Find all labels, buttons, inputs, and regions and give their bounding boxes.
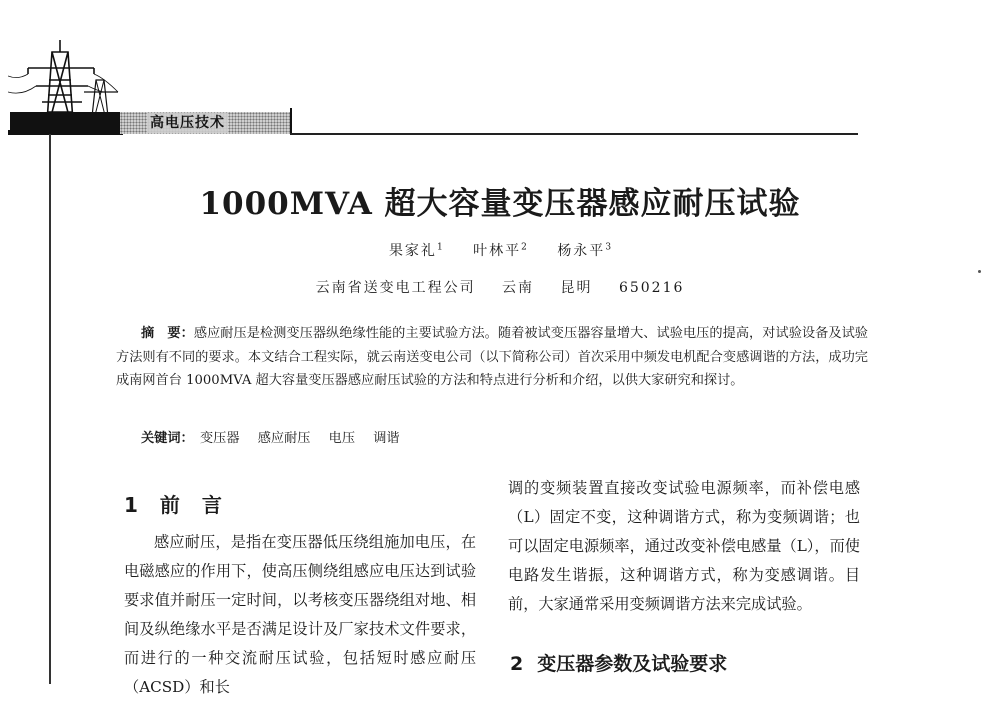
author: 果家礼$^1$ bbox=[388, 242, 443, 259]
keywords-label: 关键词： bbox=[141, 431, 194, 446]
right-column-paragraph: 调的变频装置直接改变试验电源频率，而补偿电感（L）固定不变，这种调谐方式，称为变频调谐；也可以固定电源频率，通过改变补偿电感量（L），而使电路发生谐振，这种调谐方式，称为变感调谐。目前，大家通常采用变频调谐方法来完成试验。 bbox=[508, 479, 860, 613]
author: 杨永平$^3$ bbox=[557, 242, 612, 259]
keyword: 调谐 bbox=[373, 431, 400, 446]
author-list bbox=[0, 240, 1000, 260]
section-1-paragraph: 感应耐压，是指在变压器低压绕组施加电压，在电磁感应的作用下，使高压侧绕组感应电压达到试验要求值并耐压一定时间，以考核变压器绕组对地、相间及纵绝缘水平是否满足设计及厂家技术文件要求，而进行的一种交流耐压试验，包括短时感应耐压（ACSD）和长 bbox=[124, 533, 476, 696]
scan-speck bbox=[978, 270, 981, 273]
affiliation-city: 昆明 bbox=[560, 280, 593, 296]
section-number: 2 bbox=[510, 653, 524, 675]
keywords bbox=[141, 427, 414, 446]
section-label: 高电压技术 bbox=[147, 113, 228, 133]
section-title: 变压器参数及试验要求 bbox=[537, 653, 728, 675]
paper-title: 1000MVA 超大容量变压器感应耐压试验 bbox=[199, 186, 801, 222]
header-divider bbox=[290, 108, 292, 134]
keyword: 电压 bbox=[328, 431, 356, 446]
affiliation-province: 云南 bbox=[502, 280, 535, 296]
keyword: 感应耐压 bbox=[257, 431, 311, 446]
abstract bbox=[116, 322, 868, 393]
section-2-heading bbox=[510, 649, 727, 676]
section-title: 前言 bbox=[159, 493, 244, 517]
section-1-heading bbox=[124, 489, 244, 518]
author: 叶林平$^2$ bbox=[473, 242, 527, 259]
abstract-label: 摘 要： bbox=[141, 326, 194, 341]
header-band-black bbox=[10, 112, 130, 134]
section-number: 1 bbox=[124, 493, 138, 517]
header-rule bbox=[290, 133, 858, 135]
affiliation bbox=[0, 277, 1000, 297]
affiliation-postcode: 650216 bbox=[618, 280, 685, 296]
abstract-text: 感应耐压是检测变压器纵绝缘性能的主要试验方法。随着被试变压器容量增大、试验电压的提高，对试验设备及试验方法则有不同的要求。本文结合工程实际，就云南送变电公司（以下简称公司）首次采用中频发电机配合变感调谐的方法，成功完成南网首台 1000MVA 超大容量变压器感应耐压试验的方法和特点进行分析和介绍，以供大家研究和探讨。 bbox=[116, 326, 868, 388]
affiliation-org: 云南省送变电工程公司 bbox=[315, 280, 476, 296]
keyword: 变压器 bbox=[199, 431, 240, 446]
